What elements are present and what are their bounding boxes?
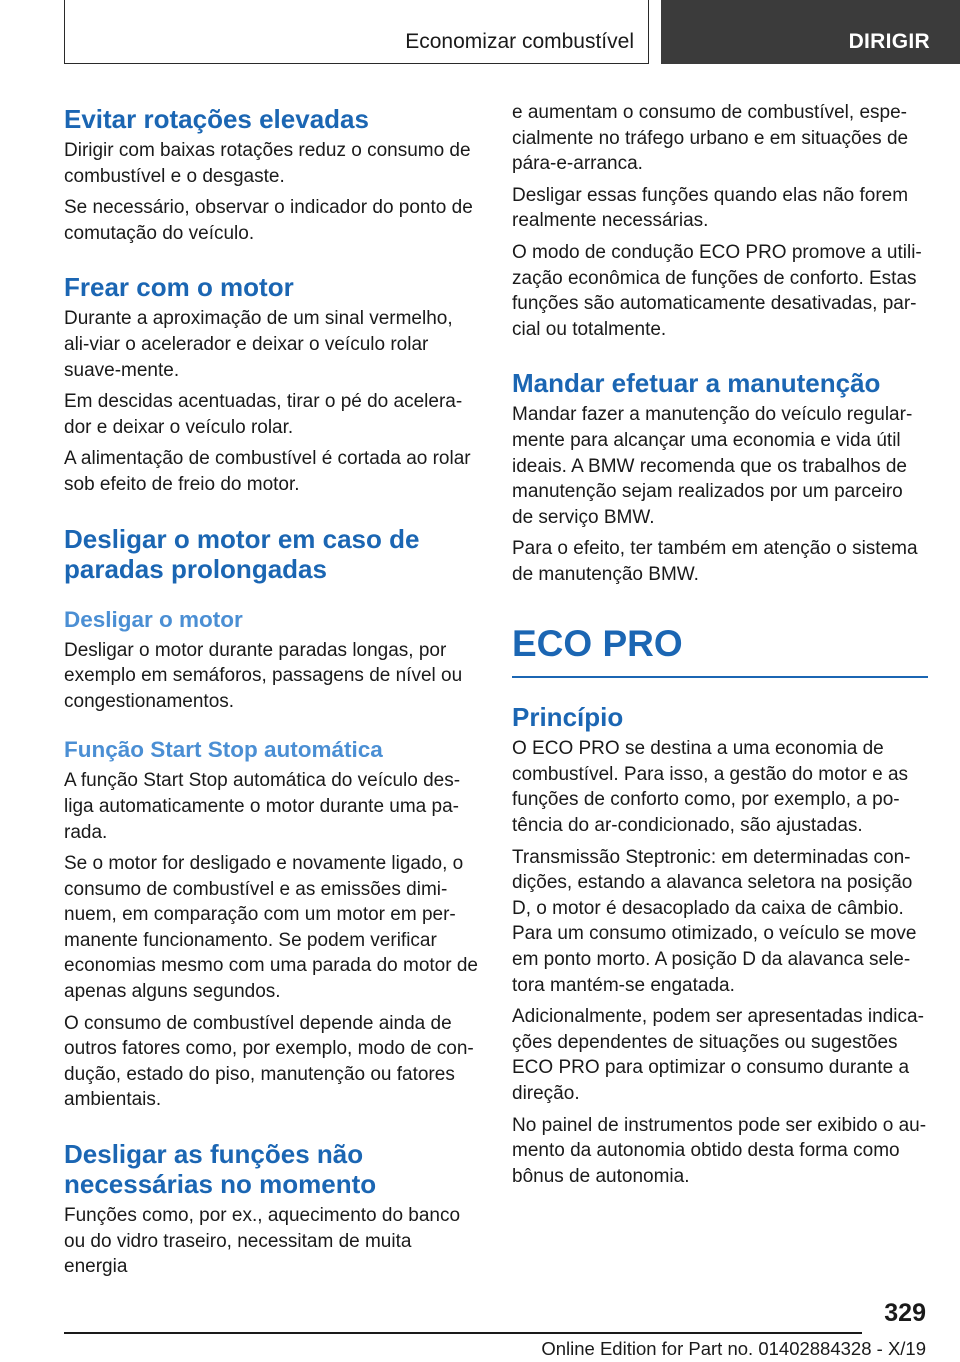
section-title-principle: Princípio <box>512 702 624 733</box>
page-number: 329 <box>884 1299 926 1327</box>
paragraph: Se necessário, observar o indicador do ponto de comutação do veículo. <box>64 197 473 244</box>
paragraph: No painel de instrumentos pode ser exibido o au-mento da autonomia obtido desta forma como bônus de autonomia. <box>512 1114 927 1187</box>
left-column <box>64 100 478 1280</box>
right-column <box>512 100 928 1189</box>
section-title-avoid-high-rpm: Evitar rotações elevadas <box>64 104 369 134</box>
section-title-switch-off-engine: Desligar o motor em caso de paradas prolongadas <box>64 523 420 584</box>
paragraph: O modo de condução ECO PRO promove a utili-zação econômica de funções de conforto. Estas funções são automaticamente desativadas, par-cial ou totalmente. <box>512 241 922 340</box>
paragraph: Adicionalmente, podem ser apresentadas indica-ções dependentes de situações ou sugestões ECO PRO para optimizar o consumo durante a direção. <box>512 1006 924 1104</box>
paragraph: Se o motor for desligado e novamente ligado, o consumo de combustível e as emissões dimi-nuem, em comparação com um motor em per-manente funcionamento. Se podem verificar economias mesmo com uma parada do motor de apenas alguns segundos. <box>64 853 478 1003</box>
section-title-engine-braking: Frear com o motor <box>64 272 294 303</box>
paragraph: Mandar fazer a manutenção do veículo regular-mente para alcançar uma economia e vida útil ideais. A BMW recomenda que os trabalhos de manutenção sejam realizados por um parceiro de serviço BMW. <box>512 404 913 528</box>
paragraph: Desligar o motor durante paradas longas, por exemplo em semáforos, passagens de nível ou congestionamentos. <box>64 639 463 712</box>
paragraph: Desligar essas funções quando elas não forem realmente necessárias. <box>512 184 909 232</box>
header-chapter-tab <box>661 0 960 64</box>
paragraph: e aumentam o consumo de combustível, espe-cialmente no tráfego urbano e em situações de pára-e-arranca. <box>512 102 909 175</box>
paragraph: Dirigir com baixas rotações reduz o consumo de combustível e o desgaste. <box>64 140 471 187</box>
section-title-switch-off-functions: Desligar as funções não necessárias no momento <box>64 1139 377 1200</box>
paragraph: O consumo de combustível depende ainda de outros fatores como, por exemplo, modo de con-dução, estado do piso, manutenção ou fatores ambientais. <box>64 1012 474 1111</box>
footer-divider <box>64 1332 862 1334</box>
paragraph: Durante a aproximação de um sinal vermelho, ali-viar o acelerador e deixar o veículo rolar suave-mente. <box>64 308 453 381</box>
header-section-box <box>64 0 649 64</box>
paragraph: Em descidas acentuadas, tirar o pé do acelera-dor e deixar o veículo rolar. <box>64 391 463 438</box>
section-title-maintenance: Mandar efetuar a manutenção <box>512 368 881 399</box>
paragraph: Funções como, por ex., aquecimento do banco ou do vidro traseiro, necessitam de muita energia <box>64 1205 461 1278</box>
chapter-title-eco-pro: ECO PRO <box>512 622 928 678</box>
paragraph: A função Start Stop automática do veículo des-liga automaticamente o motor durante uma pa-rada. <box>64 770 461 843</box>
subsection-title-switch-off-engine: Desligar o motor <box>64 606 243 632</box>
header-section-title: Economizar combustível <box>405 30 634 53</box>
paragraph: A alimentação de combustível é cortada ao rolar sob efeito de freio do motor. <box>64 448 471 495</box>
paragraph: O ECO PRO se destina a uma economia de combustível. Para isso, a gestão do motor e as funções de conforto como, por exemplo, a po-tência do ar-condicionado, são ajustadas. <box>512 738 909 837</box>
paragraph: Para o efeito, ter também em atenção o sistema de manutenção BMW. <box>512 538 918 585</box>
footer-edition-text: Online Edition for Part no. 01402884328 - X/19 <box>541 1338 926 1359</box>
subsection-title-auto-start-stop: Função Start Stop automática <box>64 737 383 763</box>
paragraph: Transmissão Steptronic: em determinadas con-dições, estando a alavanca seletora na posição D, o motor é desacoplado da caixa de câmbio. Para um consumo otimizado, o veículo se move em ponto morto. A posição D da alavanca sele-tora mantém-se engatada. <box>512 846 917 996</box>
header-chapter-title: DIRIGIR <box>848 30 930 53</box>
